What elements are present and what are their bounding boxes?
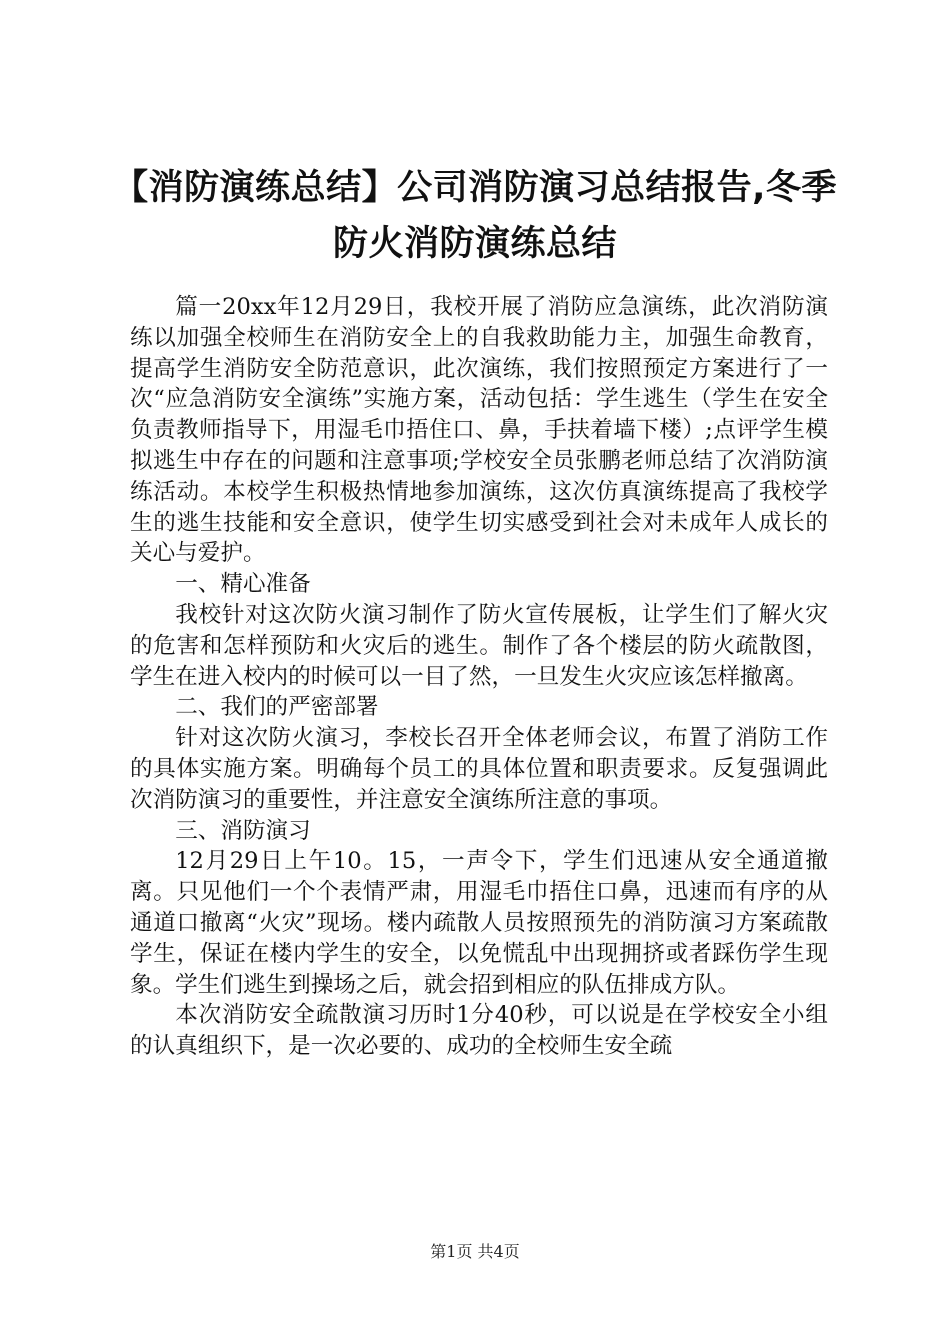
section-heading-preparation: 一、精心准备 <box>175 571 311 598</box>
deployment-paragraph: 针对这次防火演习，李校长召开全体老师会议，布置了消防工作的具体实施方案。明确每个员工的具体位置和职责要求。反复强调此次消防演习的重要性，并注意安全演练所注意的事项。 <box>130 725 828 813</box>
preparation-paragraph: 我校针对这次防火演习制作了防火宣传展板，让学生们了解火灾的危害和怎样预防和火灾后的逃生。制作了各个楼层的防火疏散图，学生在进入校内的时候可以一目了然，一旦发生火灾应该怎样撤离。 <box>130 601 828 690</box>
summary-paragraph: 本次消防安全疏散演习历时1分40秒，可以说是在学校安全小组的认真组织下，是一次必要的、成功的全校师生安全疏 <box>130 1002 828 1060</box>
document-title: 【消防演练总结】公司消防演习总结报告,冬季防火消防演练总结 <box>113 168 837 264</box>
section-heading-deployment: 二、我们的严密部署 <box>175 694 379 721</box>
section-heading-drill: 三、消防演习 <box>175 817 311 844</box>
document-body <box>130 292 828 1062</box>
page-number-footer: 第1页 共4页 <box>430 1242 520 1261</box>
drill-paragraph: 12月29日上午10。15，一声令下，学生们迅速从安全通道撤离。只见他们一个个表情严肃，用湿毛巾捂住口鼻，迅速而有序的从通道口撤离“火灾”现场。楼内疏散人员按照预先的消防演习方案疏散学生，保证在楼内学生的安全，以免慌乱中出现拥挤或者踩伤学生现象。学生们逃生到操场之后，就会招到相应的队伍排成方队。 <box>130 848 828 998</box>
intro-paragraph: 篇一20xx年12月29日，我校开展了消防应急演练，此次消防演练以加强全校师生在消防安全上的自我救助能力主，加强生命教育，提高学生消防安全防范意识，此次演练，我们按照预定方案进行了一次“应急消防安全演练”实施方案，活动包括：学生逃生（学生在安全负责教师指导下，用湿毛巾捂住口、鼻，手扶着墙下楼）;点评学生模拟逃生中存在的问题和注意事项;学校安全员张鹏老师总结了次消防演练活动。本校学生积极热情地参加演练，这次仿真演练提高了我校学生的逃生技能和安全意识，使学生切实感受到社会对未成年人成长的关心与爱护。 <box>130 294 828 567</box>
